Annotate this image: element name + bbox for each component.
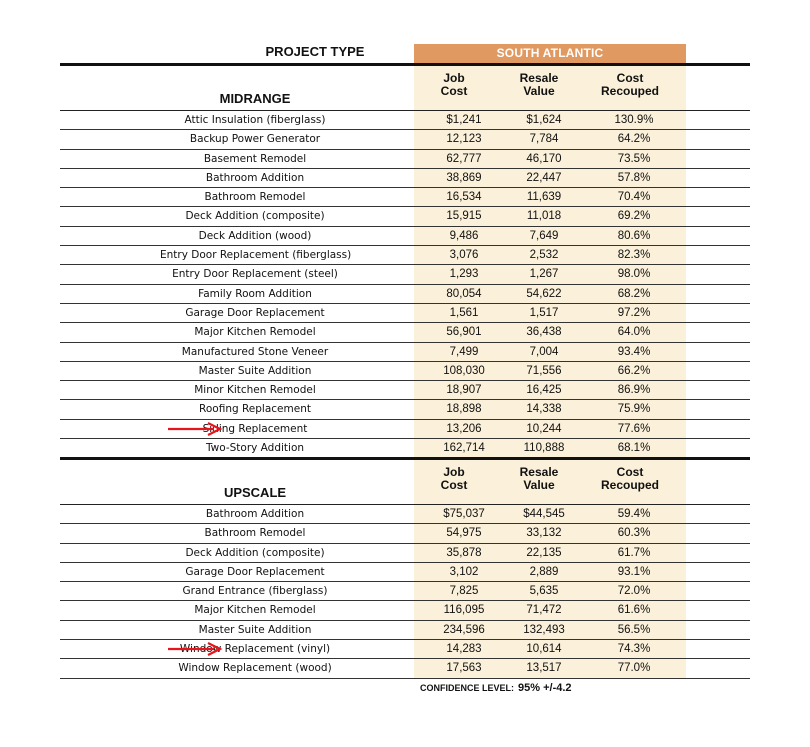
project-name: Entry Door Replacement (steel) xyxy=(172,268,338,281)
table-row xyxy=(60,601,750,620)
resale-value: 5,635 xyxy=(529,585,559,598)
midrange-header xyxy=(60,66,750,111)
table-row xyxy=(60,439,750,458)
table-row xyxy=(60,505,750,524)
table-row xyxy=(60,621,750,640)
cost-recouped: 69.2% xyxy=(617,210,651,223)
job-cost: 35,878 xyxy=(446,546,482,559)
upscale-header xyxy=(60,460,750,505)
job-cost: $1,241 xyxy=(446,114,482,126)
project-name: Garage Door Replacement xyxy=(185,306,325,319)
cost-recouped: 80.6% xyxy=(617,229,651,242)
job-cost: 108,030 xyxy=(443,364,485,377)
table-row xyxy=(60,659,750,678)
job-cost: 7,825 xyxy=(449,585,479,598)
project-name: Manufactured Stone Veneer xyxy=(181,345,329,358)
cost-recouped-header: Cost Recouped xyxy=(600,71,659,98)
upscale-label: UPSCALE xyxy=(223,485,287,500)
job-cost: 1,293 xyxy=(449,268,479,281)
job-cost: 16,534 xyxy=(446,191,482,204)
resale-value: 54,622 xyxy=(526,287,562,300)
project-name: Garage Door Replacement xyxy=(185,565,325,578)
cost-recouped: 77.0% xyxy=(617,662,651,675)
job-cost: 12,123 xyxy=(446,133,482,146)
cost-recouped: 93.4% xyxy=(617,345,651,358)
resale-value: 71,556 xyxy=(526,364,562,377)
resale-value: 11,018 xyxy=(526,210,562,223)
cost-recouped: 57.8% xyxy=(617,171,651,184)
cost-recouped: 73.5% xyxy=(617,152,651,165)
project-name: Family Room Addition xyxy=(198,287,312,300)
job-cost: 18,898 xyxy=(446,403,482,416)
resale-value: 2,889 xyxy=(529,565,559,578)
job-cost: 234,596 xyxy=(443,623,485,636)
cost-recouped: 86.9% xyxy=(617,384,651,397)
job-cost: 18,907 xyxy=(446,384,482,397)
job-cost: 14,283 xyxy=(446,643,482,656)
cost-recouped: 77.6% xyxy=(617,422,651,435)
table-row xyxy=(60,563,750,582)
table-row xyxy=(60,343,750,362)
resale-value: 22,447 xyxy=(526,171,562,184)
resale-value: 132,493 xyxy=(523,623,565,636)
resale-value: 7,004 xyxy=(529,345,559,358)
project-name: Basement Remodel xyxy=(203,152,307,165)
confidence-footer xyxy=(420,682,572,694)
resale-value: 33,132 xyxy=(526,527,562,540)
project-name: Entry Door Replacement (fiberglass) xyxy=(160,249,352,262)
confidence-label: CONFIDENCE LEVEL: xyxy=(420,683,515,693)
resale-value: 14,338 xyxy=(526,403,562,416)
project-name: Siding Replacement xyxy=(202,422,308,435)
job-cost: $75,037 xyxy=(443,508,485,520)
job-cost: 3,076 xyxy=(449,249,479,262)
cost-recouped: 82.3% xyxy=(617,249,651,262)
project-type-heading: PROJECT TYPE xyxy=(265,44,365,59)
resale-value: 13,517 xyxy=(526,662,562,675)
resale-value: 22,135 xyxy=(526,546,562,559)
cost-recouped: 97.2% xyxy=(617,306,651,319)
job-cost: 9,486 xyxy=(449,229,479,242)
resale-value: 2,532 xyxy=(529,249,559,262)
resale-value: 110,888 xyxy=(523,442,565,455)
table-row xyxy=(60,582,750,601)
cost-recouped: 70.4% xyxy=(617,191,651,204)
job-cost: 13,206 xyxy=(446,422,482,435)
job-cost-header: Job Cost xyxy=(440,71,468,98)
red-arrow-icon xyxy=(166,642,224,656)
table-row xyxy=(60,130,750,149)
table-row xyxy=(60,323,750,342)
resale-value: 1,517 xyxy=(529,306,559,319)
cost-recouped: 130.9% xyxy=(614,114,654,126)
cost-recouped: 98.0% xyxy=(617,268,651,281)
table-row xyxy=(60,544,750,563)
project-name: Window Replacement (vinyl) xyxy=(179,643,331,656)
job-cost: 162,714 xyxy=(443,442,485,455)
table-row xyxy=(60,111,750,130)
cost-recouped: 56.5% xyxy=(617,623,651,636)
table-row xyxy=(60,246,750,265)
midrange-label: MIDRANGE xyxy=(219,91,291,106)
table-row xyxy=(60,188,750,207)
region-header: SOUTH ATLANTIC xyxy=(414,44,686,63)
job-cost: 38,869 xyxy=(446,171,482,184)
job-cost: 3,102 xyxy=(449,565,479,578)
project-name: Master Suite Addition xyxy=(198,623,312,636)
resale-value: 7,649 xyxy=(529,229,559,242)
project-name: Attic Insulation (fiberglass) xyxy=(184,114,326,126)
resale-value: 7,784 xyxy=(529,133,559,146)
cost-recouped-header: Cost Recouped xyxy=(600,465,659,492)
table-header xyxy=(60,42,750,64)
project-name: Minor Kitchen Remodel xyxy=(194,384,316,397)
cost-recouped: 93.1% xyxy=(617,565,651,578)
job-cost-header: Job Cost xyxy=(440,465,468,492)
project-name: Grand Entrance (fiberglass) xyxy=(182,585,328,598)
resale-value: 71,472 xyxy=(526,604,562,617)
cost-recouped: 64.2% xyxy=(617,133,651,146)
project-name: Bathroom Addition xyxy=(205,171,305,184)
cost-recouped: 59.4% xyxy=(617,508,651,520)
job-cost: 1,561 xyxy=(449,306,479,319)
job-cost: 80,054 xyxy=(446,287,482,300)
project-name: Bathroom Remodel xyxy=(204,191,306,204)
table-row xyxy=(60,362,750,381)
project-name: Two-Story Addition xyxy=(205,442,305,455)
table-row xyxy=(60,207,750,226)
job-cost: 17,563 xyxy=(446,662,482,675)
resale-value: 1,267 xyxy=(529,268,559,281)
upscale-section xyxy=(60,460,750,679)
cost-recouped: 60.3% xyxy=(617,527,651,540)
table-row xyxy=(60,400,750,419)
job-cost: 54,975 xyxy=(446,527,482,540)
job-cost: 15,915 xyxy=(446,210,482,223)
project-name: Bathroom Remodel xyxy=(204,527,306,540)
table-row xyxy=(60,381,750,400)
cost-recouped: 68.1% xyxy=(617,442,651,455)
upscale-rows xyxy=(60,505,750,679)
job-cost: 116,095 xyxy=(443,604,485,617)
resale-value-header: Resale Value xyxy=(519,465,559,492)
job-cost: 56,901 xyxy=(446,326,482,339)
table-row xyxy=(60,285,750,304)
resale-value: 36,438 xyxy=(526,326,562,339)
table-row xyxy=(60,150,750,169)
resale-value: $1,624 xyxy=(526,114,562,126)
resale-value: 10,244 xyxy=(526,422,562,435)
resale-value: 46,170 xyxy=(526,152,562,165)
table-row xyxy=(60,640,750,659)
cost-recouped: 66.2% xyxy=(617,364,651,377)
cost-recouped: 72.0% xyxy=(617,585,651,598)
resale-value-header: Resale Value xyxy=(519,71,559,98)
table-row xyxy=(60,420,750,439)
table-row xyxy=(60,227,750,246)
cost-recouped: 68.2% xyxy=(617,287,651,300)
midrange-rows xyxy=(60,111,750,458)
project-name: Deck Addition (composite) xyxy=(185,210,325,223)
cost-recouped: 74.3% xyxy=(617,643,651,656)
project-name: Bathroom Addition xyxy=(205,508,305,520)
resale-value: 10,614 xyxy=(526,643,562,656)
resale-value: 11,639 xyxy=(526,191,562,204)
resale-value: 16,425 xyxy=(526,384,562,397)
job-cost: 62,777 xyxy=(446,152,482,165)
cost-recouped: 75.9% xyxy=(617,403,651,416)
project-name: Major Kitchen Remodel xyxy=(194,326,316,339)
cost-recouped: 64.0% xyxy=(617,326,651,339)
project-name: Deck Addition (composite) xyxy=(185,546,325,559)
resale-value: $44,545 xyxy=(523,508,565,520)
project-name: Major Kitchen Remodel xyxy=(194,604,316,617)
project-name: Master Suite Addition xyxy=(198,364,312,377)
cost-recouped: 61.7% xyxy=(617,546,651,559)
table-row xyxy=(60,265,750,284)
red-arrow-icon xyxy=(166,422,224,436)
midrange-section xyxy=(60,66,750,458)
job-cost: 7,499 xyxy=(449,345,479,358)
project-name: Backup Power Generator xyxy=(189,133,321,146)
project-name: Window Replacement (wood) xyxy=(178,662,332,675)
cost-recouped: 61.6% xyxy=(617,604,651,617)
project-name: Roofing Replacement xyxy=(199,403,311,416)
project-name: Deck Addition (wood) xyxy=(198,229,312,242)
table-row xyxy=(60,304,750,323)
confidence-value: 95% +/-4.2 xyxy=(518,682,572,694)
table-row xyxy=(60,524,750,543)
table-row xyxy=(60,169,750,188)
